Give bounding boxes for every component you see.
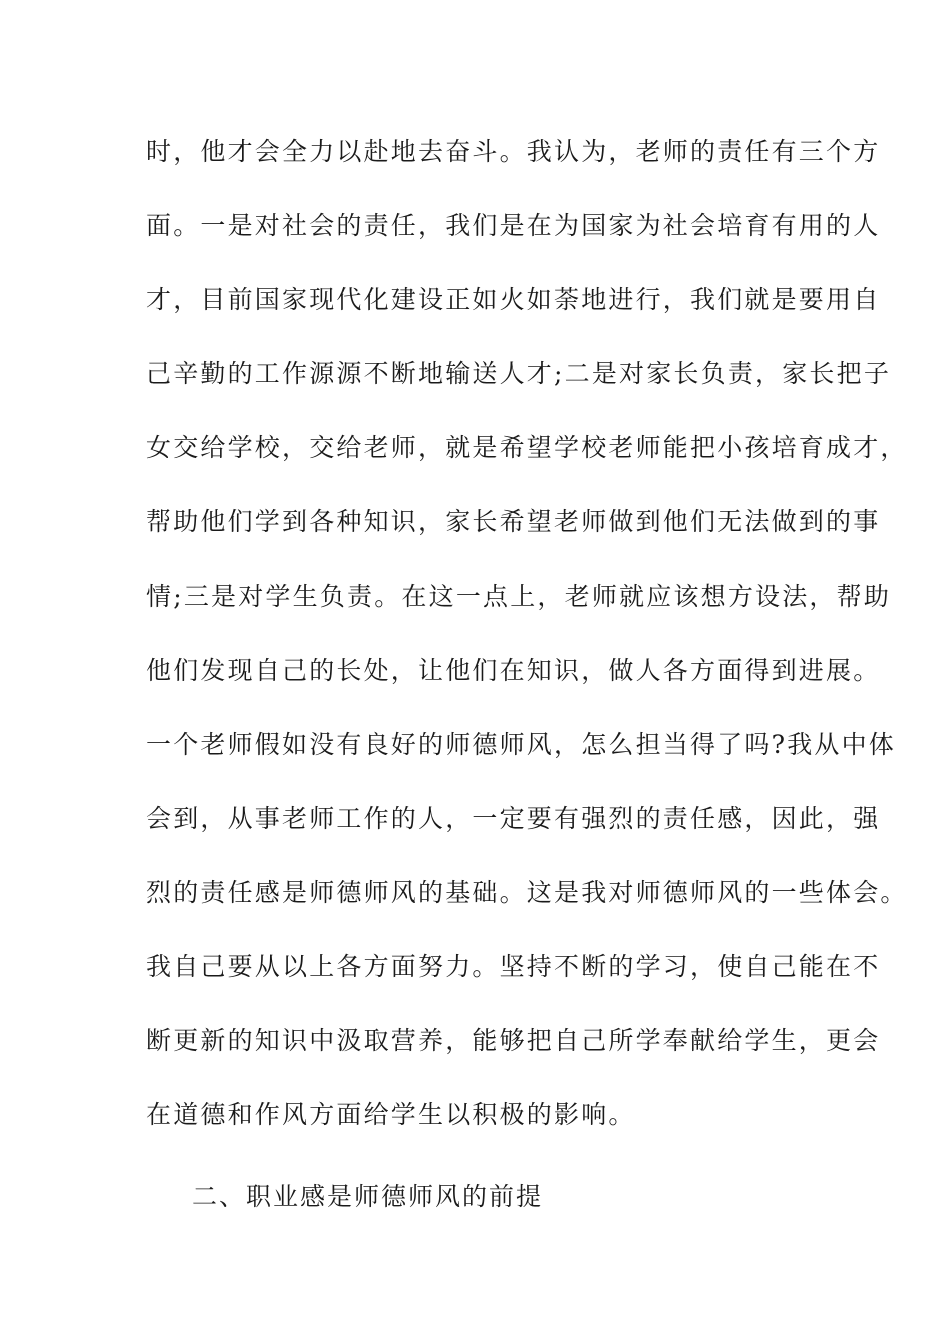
text-line: 才，目前国家现代化建设正如火如荼地进行，我们就是要用自 [146, 285, 881, 315]
text-line: 会到，从事老师工作的人，一定要有强烈的责任感，因此，强 [146, 803, 881, 833]
text-line: 女交给学校，交给老师，就是希望学校老师能把小孩培育成才， [146, 433, 908, 463]
body-paragraph [146, 132, 908, 1169]
text-line: 他们发现自己的长处，让他们在知识，做人各方面得到进展。 [146, 655, 881, 685]
text-line: 面。一是对社会的责任，我们是在为国家为社会培育有用的人 [146, 211, 881, 241]
text-line: 我自己要从以上各方面努力。坚持不断的学习，使自己能在不 [146, 952, 881, 982]
text-line: 己辛勤的工作源源不断地输送人才;二是对家长负责，家长把子 [146, 359, 892, 389]
text-line: 情;三是对学生负责。在这一点上，老师就应该想方设法，帮助 [146, 581, 892, 611]
text-line: 一个老师假如没有良好的师德师风，怎么担当得了吗?我从中体 [146, 729, 897, 759]
text-line: 时，他才会全力以赴地去奋斗。我认为，老师的责任有三个方 [146, 137, 881, 166]
text-line: 在道德和作风方面给学生以积极的影响。 [146, 1100, 636, 1130]
text-line: 烈的责任感是师德师风的基础。这是我对师德师风的一些体会。 [146, 877, 908, 907]
text-line: 断更新的知识中汲取营养，能够把自己所学奉献给学生，更会 [146, 1026, 881, 1056]
text-line: 帮助他们学到各种知识，家长希望老师做到他们无法做到的事 [146, 507, 881, 537]
section-heading: 二、职业感是师德师风的前提 [192, 1182, 544, 1211]
